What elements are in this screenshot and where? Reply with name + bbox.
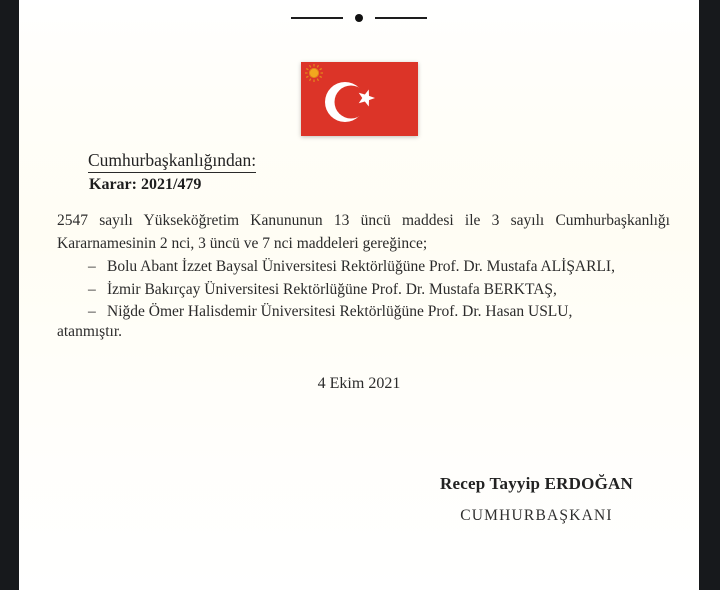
letterbox-right — [699, 0, 720, 590]
appointment-item — [57, 255, 677, 278]
separator-line-left — [291, 17, 343, 19]
issuer-heading: Cumhurbaşkanlığından: — [88, 150, 256, 173]
appointment-text: İzmir Bakırçay Üniversitesi Rektörlüğüne Prof. Dr. Mustafa BERKTAŞ, — [107, 281, 557, 298]
separator-line-right — [375, 17, 427, 19]
signature-title: CUMHURBAŞKANI — [460, 507, 613, 524]
separator-dot-icon — [355, 14, 363, 22]
letterbox-left — [0, 0, 19, 590]
decision-number: Karar: 2021/479 — [89, 176, 202, 193]
appointment-text: Bolu Abant İzzet Baysal Üniversitesi Rektörlüğüne Prof. Dr. Mustafa ALİŞARLI, — [107, 258, 615, 275]
appointment-item — [57, 300, 677, 323]
turkish-presidential-flag-icon — [301, 62, 418, 136]
decree-document-page — [19, 0, 699, 590]
closing-word: atanmıştır. — [57, 323, 123, 340]
decree-date: 4 Ekim 2021 — [317, 375, 401, 392]
appointment-item — [57, 278, 677, 301]
intro-paragraph-line1: 2547 sayılı Yükseköğretim Kanununun 13 üncü maddesi ile 3 sayılı Cumhurbaşkanlığı — [57, 212, 670, 229]
signature-block — [434, 474, 639, 525]
appointment-text: Niğde Ömer Halisdemir Üniversitesi Rektörlüğüne Prof. Dr. Hasan USLU, — [107, 303, 573, 320]
list-dash: – — [88, 303, 96, 320]
list-dash: – — [88, 281, 96, 298]
separator-ornament — [19, 14, 699, 22]
intro-paragraph-line2: Kararnamesinin 2 nci, 3 üncü ve 7 nci maddeleri gereğince; — [57, 235, 428, 252]
signature-name: Recep Tayyip ERDOĞAN — [440, 474, 633, 493]
list-dash: – — [88, 258, 96, 275]
